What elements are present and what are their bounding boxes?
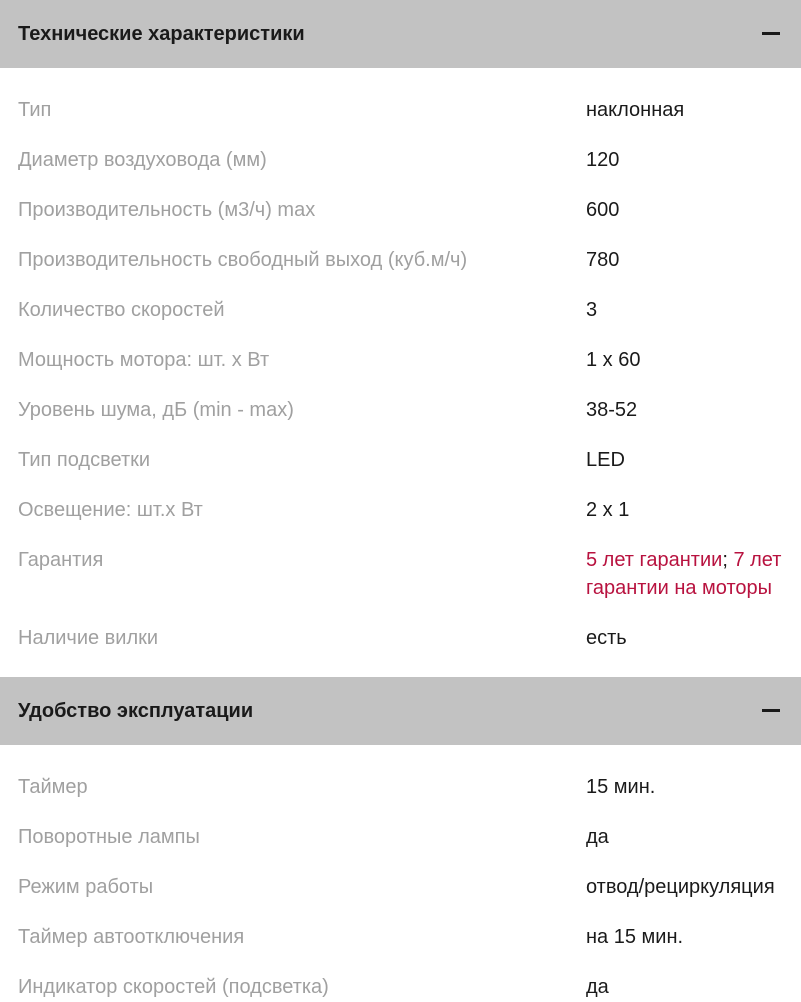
spec-row bbox=[0, 85, 801, 135]
spec-value: 15 мин. bbox=[586, 776, 656, 798]
spec-label: Тип подсветки bbox=[18, 449, 151, 471]
spec-row bbox=[0, 912, 801, 962]
spec-label: Режим работы bbox=[18, 876, 154, 898]
motor-warranty-link[interactable]: 7 лет гарантии на моторы bbox=[586, 549, 782, 599]
spec-label: Таймер автоотключения bbox=[18, 926, 245, 948]
spec-value: отвод/рециркуляция bbox=[586, 876, 775, 898]
spec-label: Поворотные лампы bbox=[18, 826, 200, 848]
spec-row bbox=[0, 335, 801, 385]
spec-value: 600 bbox=[586, 199, 620, 221]
spec-value: есть bbox=[586, 627, 627, 649]
spec-row bbox=[0, 185, 801, 235]
specs-section-usability bbox=[0, 677, 801, 1002]
section-title: Удобство эксплуатации bbox=[18, 699, 254, 722]
spec-label: Количество скоростей bbox=[18, 299, 225, 321]
spec-value: 2 х 1 bbox=[586, 499, 630, 521]
spec-label: Мощность мотора: шт. х Вт bbox=[18, 349, 270, 371]
spec-label: Производительность (м3/ч) max bbox=[18, 199, 316, 221]
spec-label: Диаметр воздуховода (мм) bbox=[18, 149, 267, 171]
spec-label: Гарантия bbox=[18, 549, 104, 571]
spec-label: Освещение: шт.х Вт bbox=[18, 499, 203, 521]
separator: ; bbox=[722, 549, 734, 571]
spec-row bbox=[0, 762, 801, 812]
spec-row bbox=[0, 285, 801, 335]
spec-label: Индикатор скоростей (подсветка) bbox=[18, 976, 329, 998]
spec-value: 3 bbox=[586, 299, 598, 321]
spec-row bbox=[0, 485, 801, 535]
section-title: Технические характеристики bbox=[18, 22, 305, 45]
spec-row bbox=[0, 435, 801, 485]
spec-row-warranty bbox=[0, 535, 801, 613]
spec-value: LED bbox=[586, 449, 625, 471]
spec-list bbox=[0, 745, 801, 1002]
section-header-technical[interactable] bbox=[0, 0, 801, 68]
spec-row bbox=[0, 962, 801, 1002]
minus-icon[interactable] bbox=[762, 702, 780, 720]
spec-label: Наличие вилки bbox=[18, 627, 159, 649]
spec-label: Производительность свободный выход (куб.м/ч) bbox=[18, 249, 468, 271]
spec-value: 1 х 60 bbox=[586, 349, 641, 371]
spec-label: Уровень шума, дБ (min - max) bbox=[18, 399, 294, 421]
spec-label: Тип bbox=[18, 99, 52, 121]
spec-value: 780 bbox=[586, 249, 620, 271]
spec-value: наклонная bbox=[586, 99, 685, 121]
spec-row bbox=[0, 385, 801, 435]
warranty-link[interactable]: 5 лет гарантии bbox=[586, 549, 723, 571]
minus-icon[interactable] bbox=[762, 25, 780, 43]
spec-list bbox=[0, 68, 801, 677]
section-header-usability[interactable] bbox=[0, 677, 801, 745]
spec-value: 38-52 bbox=[586, 399, 638, 421]
spec-row bbox=[0, 812, 801, 862]
spec-value: 120 bbox=[586, 149, 620, 171]
spec-value: да bbox=[586, 826, 609, 848]
spec-value: на 15 мин. bbox=[586, 926, 684, 948]
warranty-value bbox=[586, 546, 801, 602]
spec-row bbox=[0, 862, 801, 912]
spec-row bbox=[0, 135, 801, 185]
spec-row bbox=[0, 613, 801, 663]
spec-label: Таймер bbox=[18, 776, 88, 798]
spec-row bbox=[0, 235, 801, 285]
spec-value: да bbox=[586, 976, 609, 998]
